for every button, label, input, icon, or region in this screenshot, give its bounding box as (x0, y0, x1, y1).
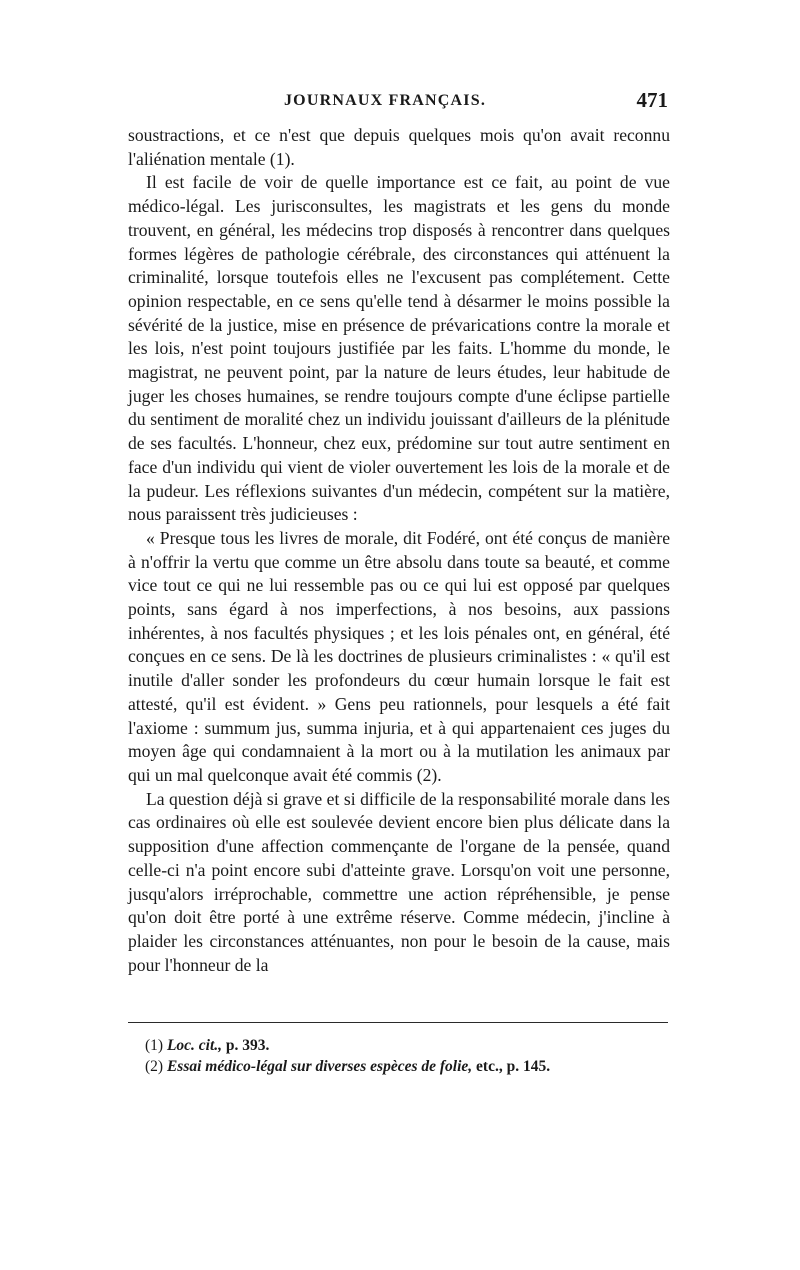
footnotes (145, 1035, 665, 1077)
footnote-divider (128, 1022, 668, 1023)
running-head (100, 84, 670, 124)
footnote-1-text: p. 393. (225, 1037, 270, 1054)
footnote-1-marker: (1) (145, 1037, 164, 1054)
footnote-2-marker: (2) (145, 1058, 164, 1075)
paragraph-1: soustractions, et ce n'est que depuis quelques mois qu'on avait reconnu l'aliénation mentale (1). (128, 125, 670, 169)
page-number: 471 (636, 88, 668, 112)
footnote-1 (145, 1035, 665, 1056)
paragraph-4: La question déjà si grave et si difficile de la responsabilité morale dans les cas ordinaires où elle est soulevée devient encore bien plus délicate dans la supposition d'une affection commençante de l'organe de la pensée, quand celle-ci n'a point encore subi d'atteinte grave. Lorsqu'on voit une personne, jusqu'alors irréprochable, commettre une action répréhensible, je pense qu'on doit être porté à une extrême réserve. Comme médecin, j'incline à plaider les circonstances atténuantes, non pour le besoin de la cause, mais pour l'honneur de la (128, 788, 670, 975)
paragraph-2: Il est facile de voir de quelle importance est ce fait, au point de vue médico-légal. Les jurisconsultes, les magistrats et les gens du monde trouvent, en général, les médecins trop disposés à rencontrer dans quelques formes légères de pathologie cérébrale, des circonstances qui atténuent la criminalité, lorsque toutefois elles ne l'excusent pas complétement. Cette opinion respectable, en ce sens qu'elle tend à désarmer le moins possible la sévérité de la justice, mise en présence de prévarications contre la morale et les lois, n'est point toujours justifiée par les faits. L'homme du monde, le magistrat, ne peuvent point, par la nature de leurs études, leur habitude de juger les choses humaines, se rendre toujours compte d'une éclipse partielle du sentiment de moralité chez un individu jouissant d'ailleurs de la plénitude de ses facultés. L'honneur, chez eux, prédomine sur tout autre sentiment en face d'un individu qui vient de violer ouvertement les lois de la morale et de la pudeur. Les réflexions suivantes d'un médecin, compétent sur la matière, nous paraissent très judicieuses : (128, 172, 670, 525)
footnote-2-italic: Essai médico-légal sur diverses espèces de folie, (166, 1058, 473, 1075)
footnote-2-text: etc., p. 145. (476, 1058, 551, 1075)
paragraph-3: « Presque tous les livres de morale, dit Fodéré, ont été conçus de manière à n'offrir la vertu que comme un être absolu dans toute sa beauté, et comme vice tout ce qui ne lui ressemble pas ou ce qui lui est opposé par quelques points, sans égard à nos imperfections, à nos besoins, aux passions inhérentes, à nos facultés physiques ; et les lois pénales ont, en général, été conçues en ce sens. De là les doctrines de plusieurs criminalistes : « qu'il est inutile d'aller sonder les profondeurs du cœur humain lorsque le fait est attesté, qu'il est évident. » Gens peu rationnels, pour lesquels a été fait l'axiome : summum jus, summa injuria, et à qui appartenaient ces juges du moyen âge qui condamnaient à la mort ou à la mutilation les animaux par qui un mal quelconque avait été commis (2). (128, 527, 670, 785)
footnote-1-italic: Loc. cit., (166, 1037, 223, 1054)
footnote-2 (145, 1056, 665, 1077)
body-text (128, 124, 670, 977)
running-title: JOURNAUX FRANÇAIS. (283, 92, 487, 109)
